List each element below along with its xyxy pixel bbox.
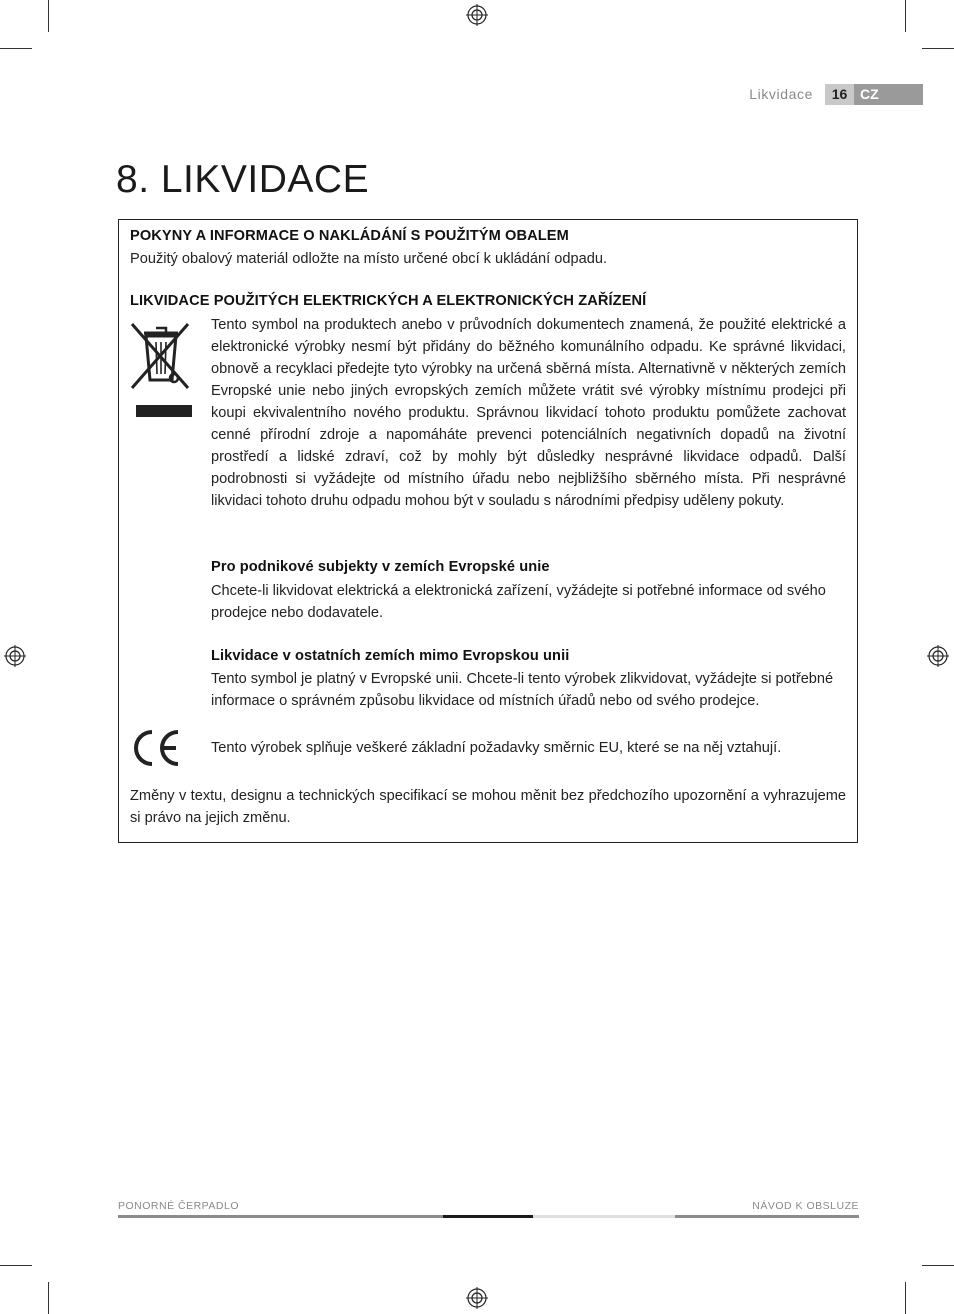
footer-bar [443, 1215, 533, 1218]
outside-eu-heading: Likvidace v ostatních zemích mimo Evropskou unii [211, 648, 570, 664]
crop-mark [905, 1282, 906, 1314]
registration-mark-icon [466, 1287, 488, 1309]
crop-mark [0, 1265, 32, 1266]
ce-mark-icon [130, 729, 182, 767]
page-title: 8. LIKVIDACE [116, 158, 370, 201]
registration-mark-icon [466, 4, 488, 26]
crop-mark [48, 0, 49, 32]
language-badge: CZ [854, 84, 923, 105]
footer-bar [118, 1215, 443, 1218]
page-number: 16 [825, 84, 854, 105]
crop-mark [922, 48, 954, 49]
changes-note: Změny v textu, designu a technických specifikací se mohou měnit bez předchozího upozornění a vyhrazujeme si právo na jejich změnu. [130, 788, 846, 826]
outside-eu-text: Tento symbol je platný v Evropské unii. Chcete-li tento výrobek zlikvidovat, vyžádejte si potřebné informace o správném způsobu likvidace od místních úřadů nebo od svého prodejce. [211, 671, 834, 709]
crossed-out-wheelie-bin-icon [128, 318, 194, 420]
crop-mark [0, 48, 32, 49]
crop-mark [922, 1265, 954, 1266]
packaging-text: Použitý obalový materiál odložte na místo určené obcí k ukládání odpadu. [130, 251, 608, 267]
crop-mark [905, 0, 906, 32]
weee-heading: LIKVIDACE POUŽITÝCH ELEKTRICKÝCH A ELEKTRONICKÝCH ZAŘÍZENÍ [130, 293, 647, 309]
footer-bar [533, 1215, 675, 1218]
business-heading: Pro podnikové subjekty v zemích Evropské unie [211, 559, 550, 575]
header-section-title: Likvidace [749, 86, 813, 102]
crop-mark [48, 1282, 49, 1314]
footer-bar [675, 1215, 859, 1218]
footer-manual-name: NÁVOD K OBSLUZE [752, 1200, 859, 1212]
registration-mark-icon [927, 645, 949, 667]
packaging-heading: POKYNY A INFORMACE O NAKLÁDÁNÍ S POUŽITÝM OBALEM [130, 228, 569, 244]
ce-text: Tento výrobek splňuje veškeré základní požadavky směrnic EU, které se na něj vztahují. [211, 740, 782, 756]
footer-product-name: PONORNÉ ČERPADLO [118, 1200, 239, 1212]
registration-mark-icon [4, 645, 26, 667]
business-text: Chcete-li likvidovat elektrická a elektronická zařízení, vyžádejte si potřebné informace od svého prodejce nebo dodavatele. [211, 583, 826, 621]
weee-text: Tento symbol na produktech anebo v průvodních dokumentech znamená, že použité elektrické a elektronické výrobky nesmí být přidány do běžného komunálního odpadu. Ke správné likvidaci, obnově a recyklaci předejte tyto výrobky na určená sběrná místa. Alternativně v některých zemích Evropské unie nebo jiných evropských zemích můžete vrátit své výrobky místnímu prodejci při koupi ekvivalentního nového produktu. Správnou likvidací tohoto produktu pomůžete zachovat cenné přírodní zdroje a napomáháte prevenci potenciálních negativních dopadů na životní prostředí a lidské zdraví, což by mohly být důsledky nesprávné likvidace odpadů. Další podrobnosti si vyžádejte od místního úřadu nebo nejbližšího sběrného místa. Při nesprávné likvidaci tohoto druhu odpadu mohou být v souladu s národními předpisy uděleny pokuty. [211, 317, 846, 509]
